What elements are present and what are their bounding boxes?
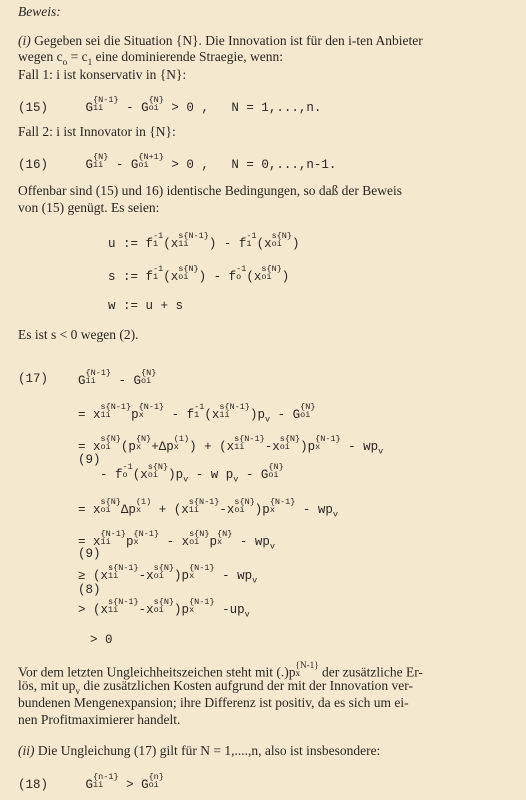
definition-u: u := f -1 1 (x s{N-1} 1i ) - f -1 1 (x s{N} oi ): [108, 231, 300, 251]
equation-17-line8: > (x s{N-1} 1i -x s{N} oi )p {N-1} x $-up_v$: [78, 597, 250, 620]
equation-17-line1: G {N-1} 1i - G {N} oi: [78, 368, 157, 388]
equation-16: (16) G {N} 1i - G {N+1} oi > 0 , N = 0,...,n-1.: [18, 152, 337, 172]
equation-17-line6: = x {N-1} 1i p {N-1} x - x s{N} oi p {N} x - $wp_v$: [78, 529, 275, 552]
subscript: 1: [87, 57, 93, 68]
paragraph-i-line1: [18, 33, 423, 49]
subscript: v: [75, 686, 80, 697]
paragraph-2-line2: von (15) genügt. Es seien:: [18, 200, 160, 215]
definition-w: w := u + s: [108, 299, 184, 313]
subscript: x: [295, 668, 301, 678]
equation-number-15: (15): [18, 100, 49, 115]
equation-number-18: (18): [18, 777, 49, 792]
text-fragment: wegen c: [18, 49, 63, 64]
subscript: o: [62, 57, 68, 68]
superscript: {N-1}: [295, 660, 319, 670]
equation-17-line5: = x s{N} oi Δp (1) x + (x s{N-1} 1i -x s{N} oi )p {N-1} x - $wp_v$: [78, 497, 338, 520]
equation-17-ref-9b: (9): [78, 547, 101, 561]
equation-17-ref-9a: (9): [78, 453, 101, 467]
equation-number-17: (17): [18, 372, 49, 386]
item-label-ii: (ii): [18, 743, 35, 758]
text-fragment: lös, mit up: [18, 678, 76, 693]
paragraph-i-text: Gegeben sei die Situation {N}. Die Innovation ist für den i-ten Anbieter: [34, 33, 423, 48]
paragraph-2-line1: Offenbar sind (15) und 16) identische Bedingungen, so daß der Beweis: [18, 183, 403, 198]
equation-number-16: (16): [18, 157, 49, 172]
equation-18: (18) G {n-1} 1i > G {n} oi: [18, 772, 164, 792]
definition-u-label: u :=: [108, 236, 139, 251]
text-fragment: eine dominierende Straegie, wenn:: [92, 49, 283, 64]
definition-s: s := f -1 1 (x s{N} oi ) - f -1 o (x s{N} oi ): [108, 264, 290, 284]
paragraph-4-line4: nen Profitmaximierer handelt.: [18, 712, 181, 727]
text-fragment: = c: [67, 49, 88, 64]
text-fragment: die zusätzlichen Kosten aufgrund der mit der Innovation ver-: [79, 678, 413, 693]
proof-heading: Beweis:: [18, 4, 61, 19]
text-fragment: der zusätzliche Er-: [318, 664, 423, 680]
equation-16-condition: N = 0,...,n-1.: [231, 157, 337, 172]
case-2-label: Fall 2: i ist Innovator in {N}:: [18, 124, 176, 139]
equation-17-ref-8: (8): [78, 583, 101, 597]
definition-s-label: s :=: [108, 269, 139, 284]
equation-17-line7: ≥ (x s{N-1} 1i -x s{N} oi )p {N-1} x - $wp_v$: [78, 563, 258, 586]
paragraph-ii-text: Die Ungleichung (17) gilt für N = 1,....,n, also ist insbesondere:: [37, 743, 381, 758]
paragraph-4-line3: bundenen Mengenexpansion; ihre Differenz ist positiv, da es sich um ei-: [18, 695, 409, 710]
equation-17-line2: = x s{N-1} 1i p {N-1} x - f -1 1 (x s{N-1} 1i )$p_v$ - G {N} oi: [78, 402, 316, 425]
paragraph-3: Es ist s < 0 wegen (2).: [18, 327, 139, 342]
equation-15: (15) G {N-1} 1i - G {N} oi > 0 , N = 1,...,n.: [18, 95, 322, 115]
paragraph-ii: [18, 743, 380, 759]
equation-17-line3: = x s{N} oi (p {N} x +Δp (1) x ) + (x s{N-1} 1i -x s{N} oi )p {N-1} x - $wp_v$: [78, 434, 384, 457]
text-fragment: Vor dem letzten Ungleichheitszeichen steht mit (.)p: [18, 664, 296, 680]
item-label-i: (i): [18, 33, 31, 48]
case-1-label: Fall 1: i ist konservativ in {N}:: [18, 67, 187, 82]
equation-17-line9: > 0: [90, 633, 113, 647]
equation-15-condition: N = 1,...,n.: [231, 100, 322, 115]
equation-17-line4: - f -1 o (x s{N} oi )$p_v$ - w $p_v$ - G {N} oi: [100, 462, 284, 485]
